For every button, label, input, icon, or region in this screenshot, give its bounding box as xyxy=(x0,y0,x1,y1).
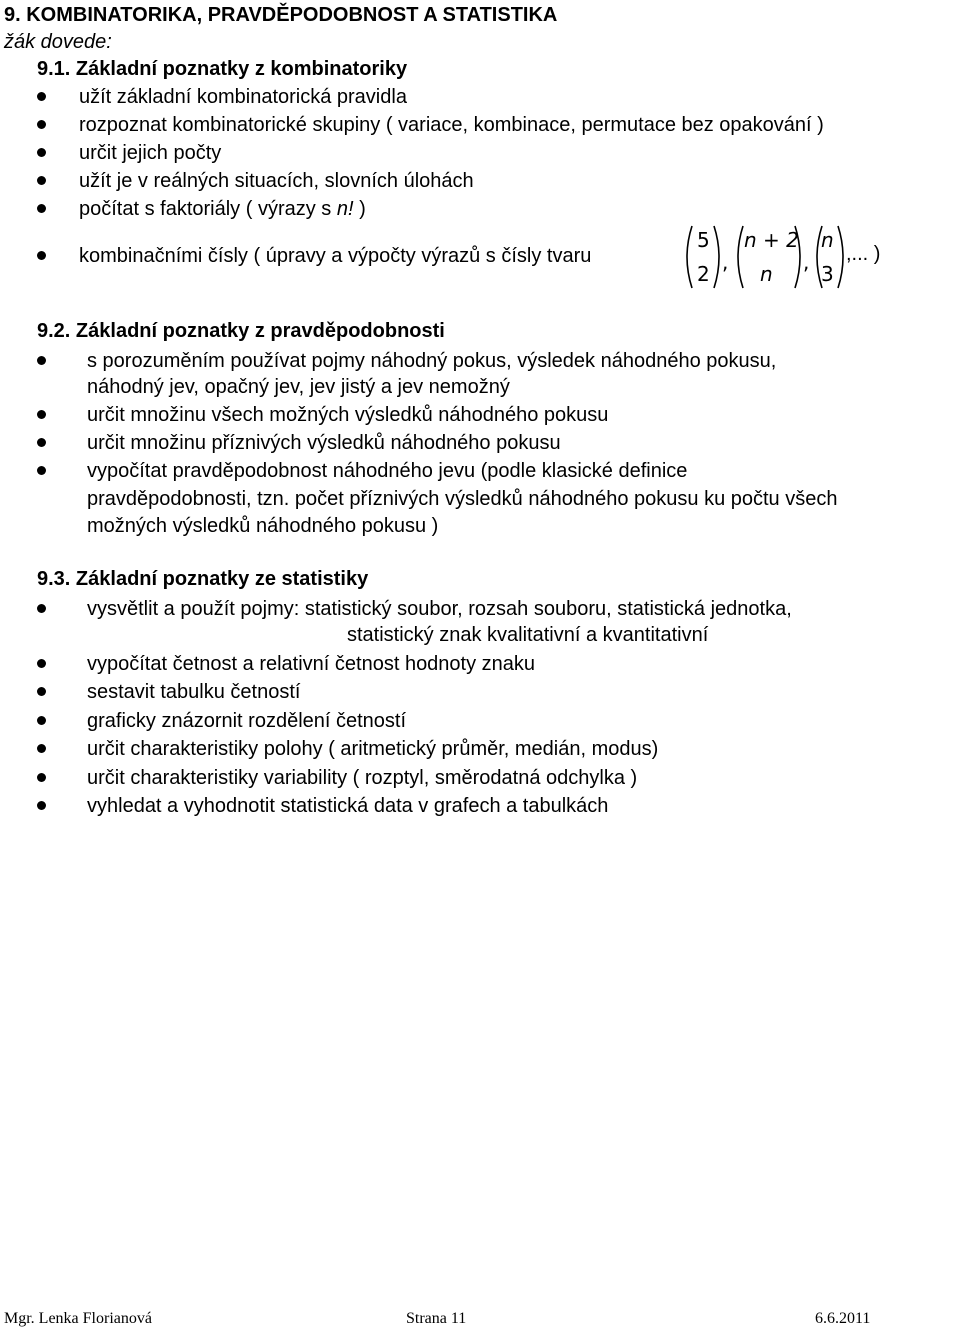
bullet-icon xyxy=(37,466,46,475)
list-item: sestavit tabulku četností xyxy=(87,681,301,703)
bullet-icon xyxy=(37,744,46,753)
binomial-comma: , xyxy=(803,250,810,274)
binomial-bottom: 2 xyxy=(697,262,710,286)
list-item: vyhledat a vyhodnotit statistická data v grafech a tabulkách xyxy=(87,795,609,817)
bullet-icon xyxy=(37,604,46,613)
list-item: určit množinu všech možných výsledků náhodného pokusu xyxy=(87,404,609,426)
section-number: 9.2. xyxy=(37,320,71,342)
list-item xyxy=(79,196,366,222)
list-item: určit jejich počty xyxy=(79,142,222,164)
list-item: užít základní kombinatorická pravidla xyxy=(79,86,407,108)
list-item: rozpoznat kombinatorické skupiny ( variace, kombinace, permutace bez opakování ) xyxy=(79,114,824,136)
binomial-tail: ,... ) xyxy=(846,243,881,265)
footer-date: 6.6.2011 xyxy=(815,1310,871,1327)
bullet-icon xyxy=(37,251,46,260)
binomial-top: n + 2 xyxy=(744,228,799,252)
list-item-continuation: pravděpodobnosti, tzn. počet příznivých výsledků náhodného pokusu ku počtu všech xyxy=(87,488,838,510)
page-title: 9. KOMBINATORIKA, PRAVDĚPODOBNOST A STATISTIKA xyxy=(4,4,558,26)
binomial-top: 5 xyxy=(697,228,710,252)
bullet-icon xyxy=(37,801,46,810)
section-heading-text: Základní poznatky z pravděpodobnosti xyxy=(75,320,445,342)
factorial-symbol: n! xyxy=(336,198,354,220)
bullet-icon xyxy=(37,176,46,185)
section-heading-text: Základní poznatky z kombinatoriky xyxy=(75,58,408,80)
left-paren-icon xyxy=(731,224,745,290)
bullet-icon xyxy=(37,148,46,157)
bullet-icon xyxy=(37,687,46,696)
left-paren-icon xyxy=(680,224,694,290)
bullet-icon xyxy=(37,204,46,213)
list-item: vypočítat četnost a relativní četnost hodnoty znaku xyxy=(87,653,536,675)
bullet-icon xyxy=(37,356,46,365)
binomial-comma: , xyxy=(722,250,729,274)
list-item: určit množinu příznivých výsledků náhodného pokusu xyxy=(87,432,561,454)
footer-page-number: Strana 11 xyxy=(406,1310,467,1327)
bullet-icon xyxy=(37,773,46,782)
bullet-icon xyxy=(37,410,46,419)
bullet-icon xyxy=(37,716,46,725)
list-item: určit charakteristiky polohy ( aritmetický průměr, medián, modus) xyxy=(87,738,659,760)
list-item-continuation: možných výsledků náhodného pokusu ) xyxy=(87,515,439,537)
factorial-close: ) xyxy=(353,198,366,220)
section-number: 9.1. xyxy=(37,58,71,80)
list-item: určit charakteristiky variability ( rozptyl, směrodatná odchylka ) xyxy=(87,767,638,789)
list-item: graficky znázornit rozdělení četností xyxy=(87,710,407,732)
section-heading-text: Základní poznatky ze statistiky xyxy=(75,568,369,590)
list-item: užít je v reálných situacích, slovních úlohách xyxy=(79,170,474,192)
footer-author: Mgr. Lenka Florianová xyxy=(4,1310,152,1327)
list-item: s porozuměním používat pojmy náhodný pokus, výsledek náhodného pokusu, xyxy=(87,350,777,372)
bullet-icon xyxy=(37,438,46,447)
bullet-icon xyxy=(37,120,46,129)
binomial-bottom: 3 xyxy=(821,262,834,286)
section-number: 9.3. xyxy=(37,568,71,590)
factorial-text: počítat s faktoriály ( výrazy s xyxy=(79,198,337,220)
list-item: vypočítat pravděpodobnost náhodného jevu (podle klasické definice xyxy=(87,460,688,482)
list-item-continuation: náhodný jev, opačný jev, jev jistý a jev nemožný xyxy=(87,376,510,398)
list-item: vysvětlit a použít pojmy: statistický soubor, rozsah souboru, statistická jednotka, xyxy=(87,598,792,620)
binomial-bottom: n xyxy=(760,262,773,286)
section-heading-9-2 xyxy=(37,318,445,344)
section-heading-9-1 xyxy=(37,56,407,82)
section-heading-9-3 xyxy=(37,566,368,592)
bullet-icon xyxy=(37,92,46,101)
list-item-continuation: statistický znak kvalitativní a kvantitativní xyxy=(347,624,709,646)
list-item: kombinačními čísly ( úpravy a výpočty výrazů s čísly tvaru xyxy=(79,245,592,267)
page-subtitle: žák dovede: xyxy=(4,31,112,53)
binomial-top: n xyxy=(821,228,834,252)
bullet-icon xyxy=(37,659,46,668)
